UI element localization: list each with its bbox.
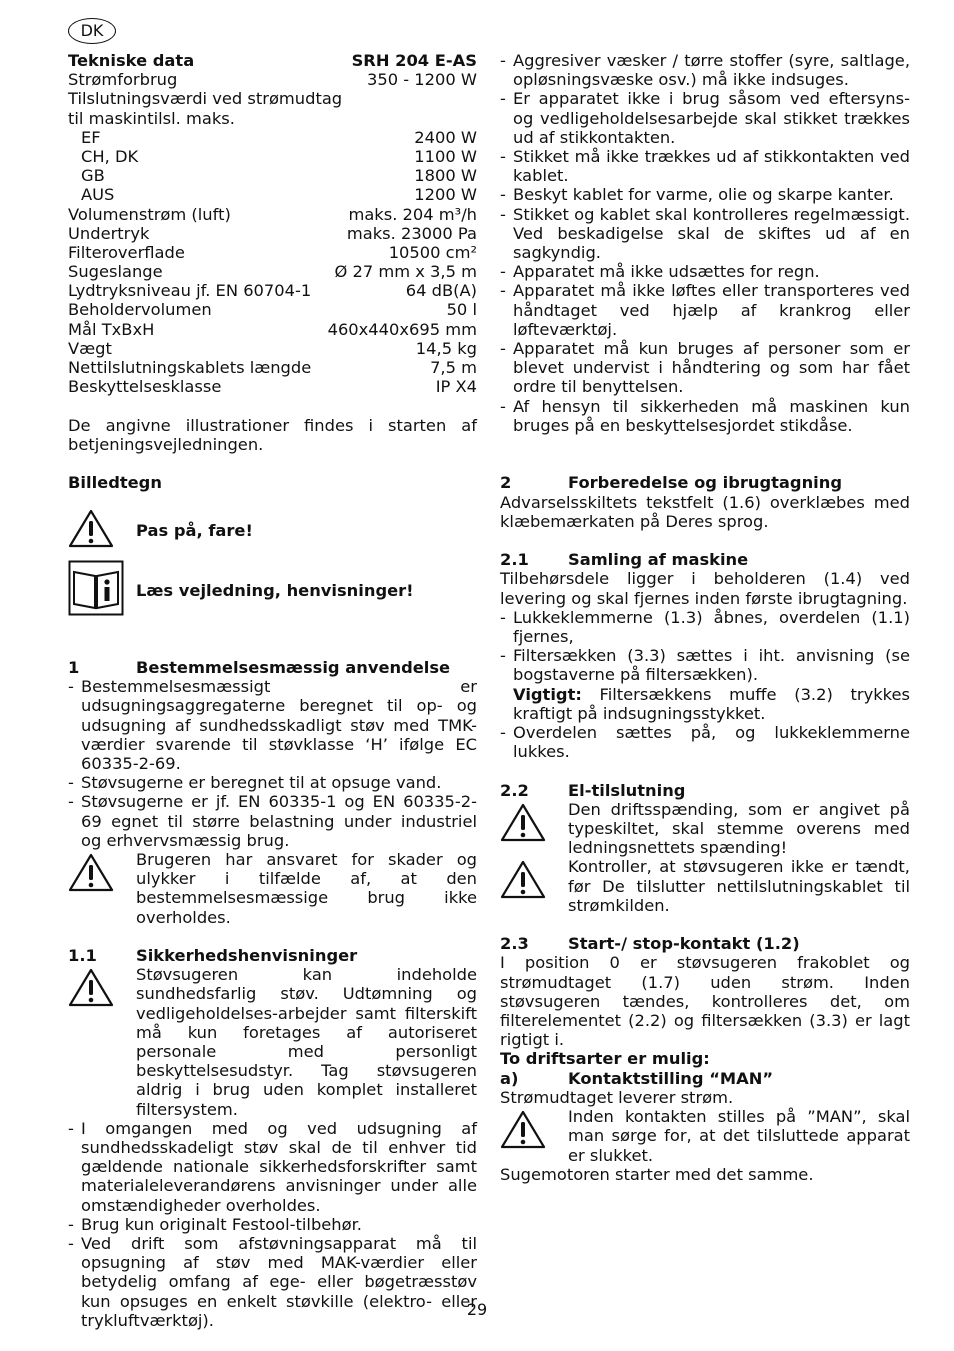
section-2-2-warning-2: Kontroller, at støvsugeren ikke er tændt, før De tilslutter nettilslutningskablet til strømkilden.	[500, 857, 910, 915]
important-label: Vigtigt:	[513, 684, 582, 704]
mode-a-heading: a) Kontaktstilling “MAN”	[500, 1068, 774, 1088]
list-item: - Brug kun originalt Festool-tilbehør.	[68, 1214, 362, 1234]
section-1-1-heading: 1.1 Sikkerhedshenvisninger	[68, 945, 358, 965]
illustrations-note: De angivne illustrationer findes i starten af betjeningsvejledningen.	[68, 415, 477, 454]
section-2-heading: 2 Forberedelse og ibrugtagning	[500, 473, 842, 493]
spec-row: Beholdervolumen 50 l	[68, 300, 477, 320]
mode-a-text: Strømudtaget leverer strøm.	[500, 1087, 734, 1107]
spec-row: Lydtryksniveau jf. EN 60704-1 64 dB(A)	[68, 281, 477, 301]
list-item: - Stikket må ikke trækkes ud af stikkontakten ved kablet.	[500, 147, 910, 186]
list-item: - Lukkeklemmerne (1.3) åbnes, overdelen (1.1) fjernes,	[500, 607, 910, 647]
spec-row: Mål TxBxH 460x440x695 mm	[68, 319, 477, 339]
list-item: - Ved drift som afstøvningsapparat må til opsugning af støv med MAK-værdier eller betydelig omfang af ege- eller bøgetræsstøv kun opsuges en enkelt støvkille (elektro- eller trykluftværktøj).	[68, 1234, 477, 1330]
section-2-3-heading: 2.3 Start-/ stop-kontakt (1.2)	[500, 934, 800, 954]
connection-label-2: til maskintilsl. maks.	[68, 108, 235, 128]
spec-row: Beskyttelsesklasse IP X4	[68, 377, 477, 397]
list-item: - I omgangen med og ved udsugning af sundhedsskadeligt støv skal de til enhver tid gældende nationale sikkerhedsforskrifter samt materialeleverandørens anvisninger under alle omstændigheder overholdes.	[68, 1118, 477, 1215]
section-2-3-text: I position 0 er støvsugeren frakoblet og strømudtaget (1.7) uden strøm. Inden støvsugeren tændes, kontrolleres det, om filterelementet (2.2) og filtersækken (3.3) er lagt rigtigt i.	[500, 953, 910, 1050]
spec-row: Volumenstrøm (luft) maks. 204 m³/h	[68, 204, 477, 224]
legend-manual-label: Læs vejledning, henvisninger!	[136, 580, 414, 600]
tech-data-heading: Tekniske data	[68, 51, 195, 70]
list-item: - Apparatet må ikke løftes eller transporteres ved håndtaget ved hjælp af krankrog eller løfteværktøj.	[500, 281, 910, 339]
spec-row: Strømforbrug 350 - 1200 W	[68, 70, 477, 90]
list-item: - Aggresiver væsker / tørre stoffer (syre, saltlage, opløsningsvæske osv.) må ikke indsuges.	[500, 51, 910, 90]
warning-triangle-icon	[500, 800, 568, 858]
section-2-1-heading: 2.1 Samling af maskine	[500, 550, 749, 570]
spec-row: Nettilslutningskablets længde 7,5 m	[68, 358, 477, 378]
section-1-heading: 1 Bestemmelsesmæssig anvendelse	[68, 657, 451, 677]
warning-triangle-icon	[68, 850, 136, 927]
spec-row: Undertryk maks. 23000 Pa	[68, 223, 477, 243]
list-item: - Stikket og kablet skal kontrolleres regelmæssigt. Ved beskadigelse skal de skiftes ud af en sagkyndig.	[500, 204, 910, 263]
spec-row: Filteroverflade 10500 cm²	[68, 242, 477, 262]
right-column	[500, 51, 910, 1184]
list-item: - Støvsugerne er beregnet til at opsuge vand.	[68, 773, 442, 793]
section-2-2-heading: 2.2 El-tilslutning	[500, 780, 686, 800]
section-2-text: Advarselsskiltets tekstfelt (1.6) overklæbes med klæbemærkaten på Deres sprog.	[500, 492, 910, 531]
spec-row: AUS 1200 W	[81, 185, 477, 205]
section-1-1-warning: Støvsugeren kan indeholde sundhedsfarlig støv. Udtømning og vedligeholdelses-arbejder samt filterskift må kun foretages af autoriseret personale med personligt beskyttelsesudstyr. Tag støvsugeren aldrig i brug uden komplet installeret filtersystem.	[68, 965, 477, 1119]
section-2-1-text: Tilbehørsdele ligger i beholderen (1.4) ved levering og skal fjernes inden første ibrugtagning.	[500, 569, 910, 608]
warning-triangle-icon	[500, 857, 568, 915]
section-1-warning: Brugeren har ansvaret for skader og ulykker i tilfælde af, at den bestemmelsesmæssige brug ikke overholdes.	[68, 850, 477, 927]
spec-row: EF 2400 W	[81, 127, 477, 147]
list-item: - Bestemmelsesmæssigt er udsugningsaggregaterne beregnet til op- og udsugning af sundhedsskadligt støv med TMK-værdier svarende til støvklasse ‘H’ ifølge EC 60335-2-69.	[68, 677, 477, 773]
read-manual-icon	[68, 560, 136, 620]
section-2-2-warning: Den driftsspænding, som er angivet på typeskiltet, skal stemme overens med ledningsnettets spænding!	[500, 800, 910, 858]
language-badge: DK	[68, 18, 116, 44]
mode-a-warning: Inden kontakten stilles på ”MAN”, skal man sørge for, at det tilsluttede apparat er slukket.	[500, 1107, 910, 1165]
left-column	[68, 51, 477, 1330]
legend-warning	[68, 512, 477, 550]
list-item: - Beskyt kablet for varme, olie og skarpe kanter.	[500, 185, 894, 205]
spec-row: CH, DK 1100 W	[81, 146, 477, 166]
spec-row: Sugeslange Ø 27 mm x 3,5 m	[68, 262, 477, 282]
model-name: SRH 204 E-AS	[351, 51, 477, 70]
warning-triangle-icon	[68, 965, 136, 1119]
list-item: - Apparatet må kun bruges af personer som er blevet undervist i håndtering og som har fået ordre til benyttelsen.	[500, 339, 910, 397]
list-item: - Er apparatet ikke i brug såsom ved eftersyns- og vedligeholdelsesarbejde skal stikket trækkes ud af stikkontakten.	[500, 89, 910, 147]
legend-manual	[68, 562, 477, 620]
modes-heading: To driftsarter er mulig:	[500, 1049, 710, 1069]
spec-row: GB 1800 W	[81, 166, 477, 186]
page-number: 29	[466, 1300, 488, 1319]
legend-warning-label: Pas på, fare!	[136, 520, 253, 540]
list-item: - Af hensyn til sikkerheden må maskinen kun bruges på en beskyttelsesjordet stikdåse.	[500, 396, 910, 435]
list-item: - Overdelen sættes på, og lukkeklemmerne lukkes.	[500, 723, 910, 762]
connection-label: Tilslutningsværdi ved strømudtag	[68, 89, 343, 109]
warning-triangle-icon	[500, 1107, 568, 1165]
list-item: - Filtersækken (3.3) sættes i iht. anvisning (se bogstaverne på filtersækken). Vigtigt: Filtersækkens muffe (3.2) trykkes kraftigt på indsugningsstykket.	[500, 646, 910, 723]
list-item: - Støvsugerne er jf. EN 60335-1 og EN 60335-2-69 egnet til større belastning under industriel og erhvervsmæssig brug.	[68, 792, 477, 850]
billedtegn-heading: Billedtegn	[68, 473, 162, 493]
mode-a-after: Sugemotoren starter med det samme.	[500, 1164, 814, 1184]
spec-row: Vægt 14,5 kg	[68, 338, 477, 358]
warning-triangle-icon	[68, 508, 136, 552]
tech-data-header	[68, 51, 477, 70]
list-item: - Apparatet må ikke udsættes for regn.	[500, 262, 820, 282]
